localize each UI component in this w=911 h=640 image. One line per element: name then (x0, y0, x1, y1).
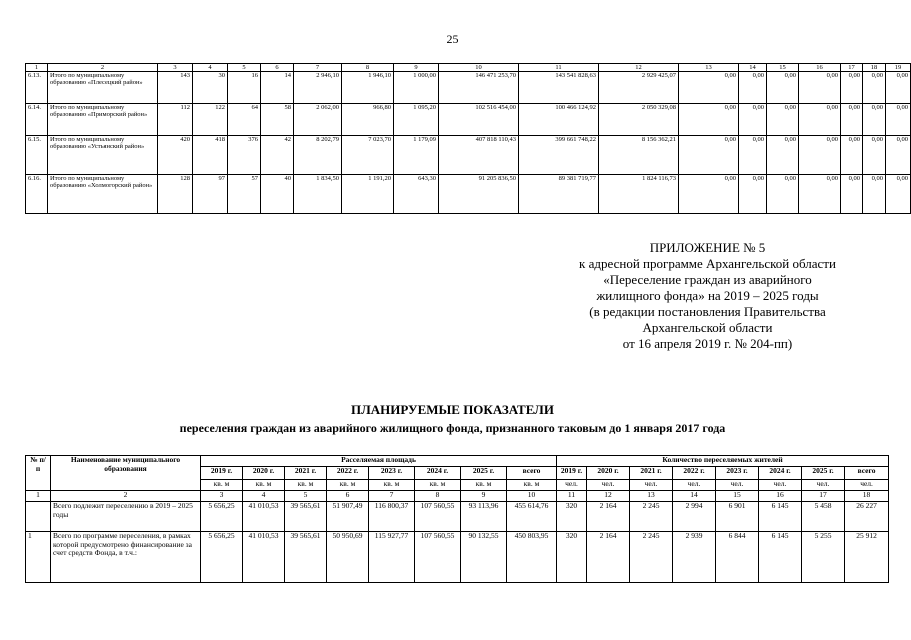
table-cell: 0,00 (739, 104, 767, 136)
row-number: 6.16. (26, 175, 48, 214)
table-cell: 0,00 (739, 175, 767, 214)
table-cell: 30 (193, 72, 228, 104)
appendix-line: от 16 апреля 2019 г. № 204-пп) (622, 336, 793, 351)
unit-label: чел. (716, 480, 759, 491)
table-row (26, 532, 889, 583)
table-cell: 146 471 253,70 (439, 72, 519, 104)
column-number: 17 (841, 64, 863, 72)
table-cell: 51 907,49 (327, 502, 369, 532)
table-cell: 2 245 (630, 502, 673, 532)
table-cell: 64 (228, 104, 261, 136)
table-cell: 0,00 (841, 175, 863, 214)
column-number: 14 (739, 64, 767, 72)
table-cell: 0,00 (799, 72, 841, 104)
continued-table (25, 63, 911, 214)
unit-label: кв. м (507, 480, 557, 491)
document-title: ПЛАНИРУЕМЫЕ ПОКАЗАТЕЛИ (351, 402, 554, 417)
table-cell: 1 000,00 (394, 72, 439, 104)
table-cell: 1 191,20 (342, 175, 394, 214)
people-year-header: всего (845, 467, 889, 480)
table-cell: 1 179,09 (394, 136, 439, 175)
table-cell: 1 946,10 (342, 72, 394, 104)
table-cell: 122 (193, 104, 228, 136)
table-row (26, 136, 911, 175)
unit-label: чел. (845, 480, 889, 491)
table-cell: 2 929 425,07 (599, 72, 679, 104)
column-number: 12 (599, 64, 679, 72)
table-cell: 58 (261, 104, 294, 136)
appendix-line: Архангельской области (642, 320, 773, 335)
table-cell: 0,00 (739, 72, 767, 104)
area-year-header: 2023 г. (369, 467, 415, 480)
column-number: 8 (342, 64, 394, 72)
column-number: 3 (158, 64, 193, 72)
table-cell: 0,00 (679, 72, 739, 104)
column-number: 1 (26, 491, 51, 502)
table-cell: 0,00 (679, 136, 739, 175)
table-row (26, 104, 911, 136)
table-cell: 0,00 (739, 136, 767, 175)
table-row (26, 72, 911, 104)
page-number: 25 (446, 32, 459, 46)
row-name: Всего подлежит переселению в 2019 – 2025 годы (51, 502, 201, 532)
table-cell: 5 656,25 (201, 502, 243, 532)
unit-label: кв. м (327, 480, 369, 491)
table-cell: 420 (158, 136, 193, 175)
table-cell: 2 946,10 (294, 72, 342, 104)
table-cell: 91 205 836,50 (439, 175, 519, 214)
table-cell: 1 095,20 (394, 104, 439, 136)
unit-label: кв. м (243, 480, 285, 491)
table-cell: 14 (261, 72, 294, 104)
column-number: 6 (261, 64, 294, 72)
table-cell: 7 023,70 (342, 136, 394, 175)
table-cell: 6 145 (759, 502, 802, 532)
area-year-header: всего (507, 467, 557, 480)
table-cell: 0,00 (863, 136, 886, 175)
column-number: 9 (394, 64, 439, 72)
table-cell: 143 541 828,63 (519, 72, 599, 104)
area-year-header: 2020 г. (243, 467, 285, 480)
area-year-header: 2021 г. (285, 467, 327, 480)
table-cell: 16 (228, 72, 261, 104)
table-cell: 450 803,95 (507, 532, 557, 583)
table-cell: 39 565,61 (285, 502, 327, 532)
table-cell: 41 010,53 (243, 532, 285, 583)
table-cell: 455 614,76 (507, 502, 557, 532)
column-number: 13 (630, 491, 673, 502)
table-cell: 2 164 (587, 532, 630, 583)
row-number: 6.13. (26, 72, 48, 104)
table-cell: 6 901 (716, 502, 759, 532)
table-cell: 112 (158, 104, 193, 136)
unit-label: кв. м (285, 480, 327, 491)
unit-label: чел. (587, 480, 630, 491)
people-year-header: 2020 г. (587, 467, 630, 480)
row-number: 6.15. (26, 136, 48, 175)
area-year-header: 2022 г. (327, 467, 369, 480)
column-number: 14 (673, 491, 716, 502)
table-cell: 6 844 (716, 532, 759, 583)
table-cell: 8 156 362,21 (599, 136, 679, 175)
table-cell: 100 466 124,92 (519, 104, 599, 136)
column-number: 7 (294, 64, 342, 72)
area-year-header: 2019 г. (201, 467, 243, 480)
table-cell: 102 516 454,00 (439, 104, 519, 136)
table-cell: 90 132,55 (461, 532, 507, 583)
table-cell: 0,00 (799, 136, 841, 175)
table-cell: 0,00 (841, 72, 863, 104)
people-year-header: 2021 г. (630, 467, 673, 480)
people-year-header: 2024 г. (759, 467, 802, 480)
column-number: 9 (461, 491, 507, 502)
column-number: 2 (48, 64, 158, 72)
table-cell: 0,00 (886, 175, 911, 214)
table-cell: 0,00 (886, 72, 911, 104)
table-row (26, 502, 889, 532)
people-group-header: Количество переселяемых жителей (557, 456, 889, 467)
column-number: 11 (557, 491, 587, 502)
unit-label: чел. (630, 480, 673, 491)
table-cell: 89 381 719,77 (519, 175, 599, 214)
table-cell: 0,00 (863, 175, 886, 214)
people-year-header: 2019 г. (557, 467, 587, 480)
table-cell: 0,00 (799, 175, 841, 214)
table-cell: 5 458 (802, 502, 845, 532)
appendix-line: (в редакции постановления Правительства (589, 304, 826, 319)
table-cell: 0,00 (841, 136, 863, 175)
table-cell: 966,80 (342, 104, 394, 136)
column-number: 5 (228, 64, 261, 72)
appendix-line: к адресной программе Архангельской области (579, 256, 836, 271)
table-cell: 41 010,53 (243, 502, 285, 532)
column-number: 3 (201, 491, 243, 502)
table-cell: 2 939 (673, 532, 716, 583)
table-cell: 0,00 (886, 104, 911, 136)
table-cell: 116 800,37 (369, 502, 415, 532)
table-cell: 399 661 748,22 (519, 136, 599, 175)
table-cell: 407 818 110,43 (439, 136, 519, 175)
row-name: Итого по муниципальному образованию «Холмогорский район» (48, 175, 158, 214)
column-number: 6 (327, 491, 369, 502)
table-cell: 2 994 (673, 502, 716, 532)
column-number: 1 (26, 64, 48, 72)
column-number: 5 (285, 491, 327, 502)
column-number: 18 (845, 491, 889, 502)
table-cell: 0,00 (863, 104, 886, 136)
table-cell: 40 (261, 175, 294, 214)
column-number: 19 (886, 64, 911, 72)
table-cell: 2 245 (630, 532, 673, 583)
table-cell: 1 834,50 (294, 175, 342, 214)
table-cell: 57 (228, 175, 261, 214)
table-cell: 107 560,55 (415, 502, 461, 532)
row-number: 1 (26, 532, 51, 583)
appendix-line: жилищного фонда» на 2019 – 2025 годы (596, 288, 819, 303)
unit-label: чел. (802, 480, 845, 491)
table-cell: 6 145 (759, 532, 802, 583)
table-cell: 0,00 (886, 136, 911, 175)
appendix-line: «Переселение граждан из аварийного (603, 272, 812, 287)
table-cell: 2 050 329,08 (599, 104, 679, 136)
table-cell: 643,30 (394, 175, 439, 214)
table-cell: 2 062,00 (294, 104, 342, 136)
table-cell: 5 656,25 (201, 532, 243, 583)
column-number: 10 (439, 64, 519, 72)
column-number: 15 (716, 491, 759, 502)
people-year-header: 2025 г. (802, 467, 845, 480)
table-cell: 418 (193, 136, 228, 175)
row-number: 6.14. (26, 104, 48, 136)
table-cell: 2 164 (587, 502, 630, 532)
row-number (26, 502, 51, 532)
table-cell: 0,00 (767, 72, 799, 104)
table-cell: 8 202,79 (294, 136, 342, 175)
row-name: Итого по муниципальному образованию «Приморский район» (48, 104, 158, 136)
unit-label: кв. м (461, 480, 507, 491)
table-cell: 0,00 (767, 136, 799, 175)
table-cell: 0,00 (767, 175, 799, 214)
column-number: 16 (799, 64, 841, 72)
column-number: 2 (51, 491, 201, 502)
table-row (26, 175, 911, 214)
table-cell: 1 824 116,73 (599, 175, 679, 214)
table-cell: 42 (261, 136, 294, 175)
table-cell: 128 (158, 175, 193, 214)
table-cell: 0,00 (679, 175, 739, 214)
row-name: Итого по муниципальному образованию «Устьянский район» (48, 136, 158, 175)
appendix-note (565, 240, 850, 352)
table-cell: 0,00 (767, 104, 799, 136)
table-cell: 25 912 (845, 532, 889, 583)
document-subtitle: переселения граждан из аварийного жилищного фонда, признанного таковым до 1 января 2017 года (179, 421, 726, 435)
area-year-header: 2025 г. (461, 467, 507, 480)
unit-label: чел. (759, 480, 802, 491)
column-number: 12 (587, 491, 630, 502)
unit-label: кв. м (415, 480, 461, 491)
table-cell: 107 560,55 (415, 532, 461, 583)
table-cell: 50 950,69 (327, 532, 369, 583)
unit-label: кв. м (369, 480, 415, 491)
unit-label: кв. м (201, 480, 243, 491)
column-number: 10 (507, 491, 557, 502)
unit-label: чел. (673, 480, 716, 491)
column-number: 4 (243, 491, 285, 502)
column-number: 11 (519, 64, 599, 72)
column-number: 13 (679, 64, 739, 72)
column-number: 4 (193, 64, 228, 72)
table-cell: 320 (557, 502, 587, 532)
column-number: 16 (759, 491, 802, 502)
column-number: 8 (415, 491, 461, 502)
row-name: Итого по муниципальному образованию «Плесецкий район» (48, 72, 158, 104)
appendix-line: ПРИЛОЖЕНИЕ № 5 (649, 240, 766, 255)
table-cell: 93 113,96 (461, 502, 507, 532)
table-header-row (26, 64, 911, 72)
column-number: 15 (767, 64, 799, 72)
unit-label: чел. (557, 480, 587, 491)
table-cell: 115 927,77 (369, 532, 415, 583)
table-cell: 320 (557, 532, 587, 583)
area-group-header: Расселяемая площадь (201, 456, 557, 467)
indicators-table (25, 455, 889, 583)
column-number: 18 (863, 64, 886, 72)
column-number: 17 (802, 491, 845, 502)
table-cell: 143 (158, 72, 193, 104)
people-year-header: 2022 г. (673, 467, 716, 480)
col-name-header: Наименование муниципального образования (51, 456, 201, 491)
row-name: Всего по программе переселения, в рамках которой предусмотрено финансирование за счет средств Фонда, в т.ч.: (51, 532, 201, 583)
table-cell: 39 565,61 (285, 532, 327, 583)
area-year-header: 2024 г. (415, 467, 461, 480)
people-year-header: 2023 г. (716, 467, 759, 480)
table-cell: 0,00 (841, 104, 863, 136)
table-cell: 5 255 (802, 532, 845, 583)
table-cell: 97 (193, 175, 228, 214)
table-cell: 26 227 (845, 502, 889, 532)
table-cell: 376 (228, 136, 261, 175)
col-number-header: № п/п (26, 456, 51, 491)
table-cell: 0,00 (863, 72, 886, 104)
table-cell: 0,00 (679, 104, 739, 136)
table-cell: 0,00 (799, 104, 841, 136)
column-number: 7 (369, 491, 415, 502)
